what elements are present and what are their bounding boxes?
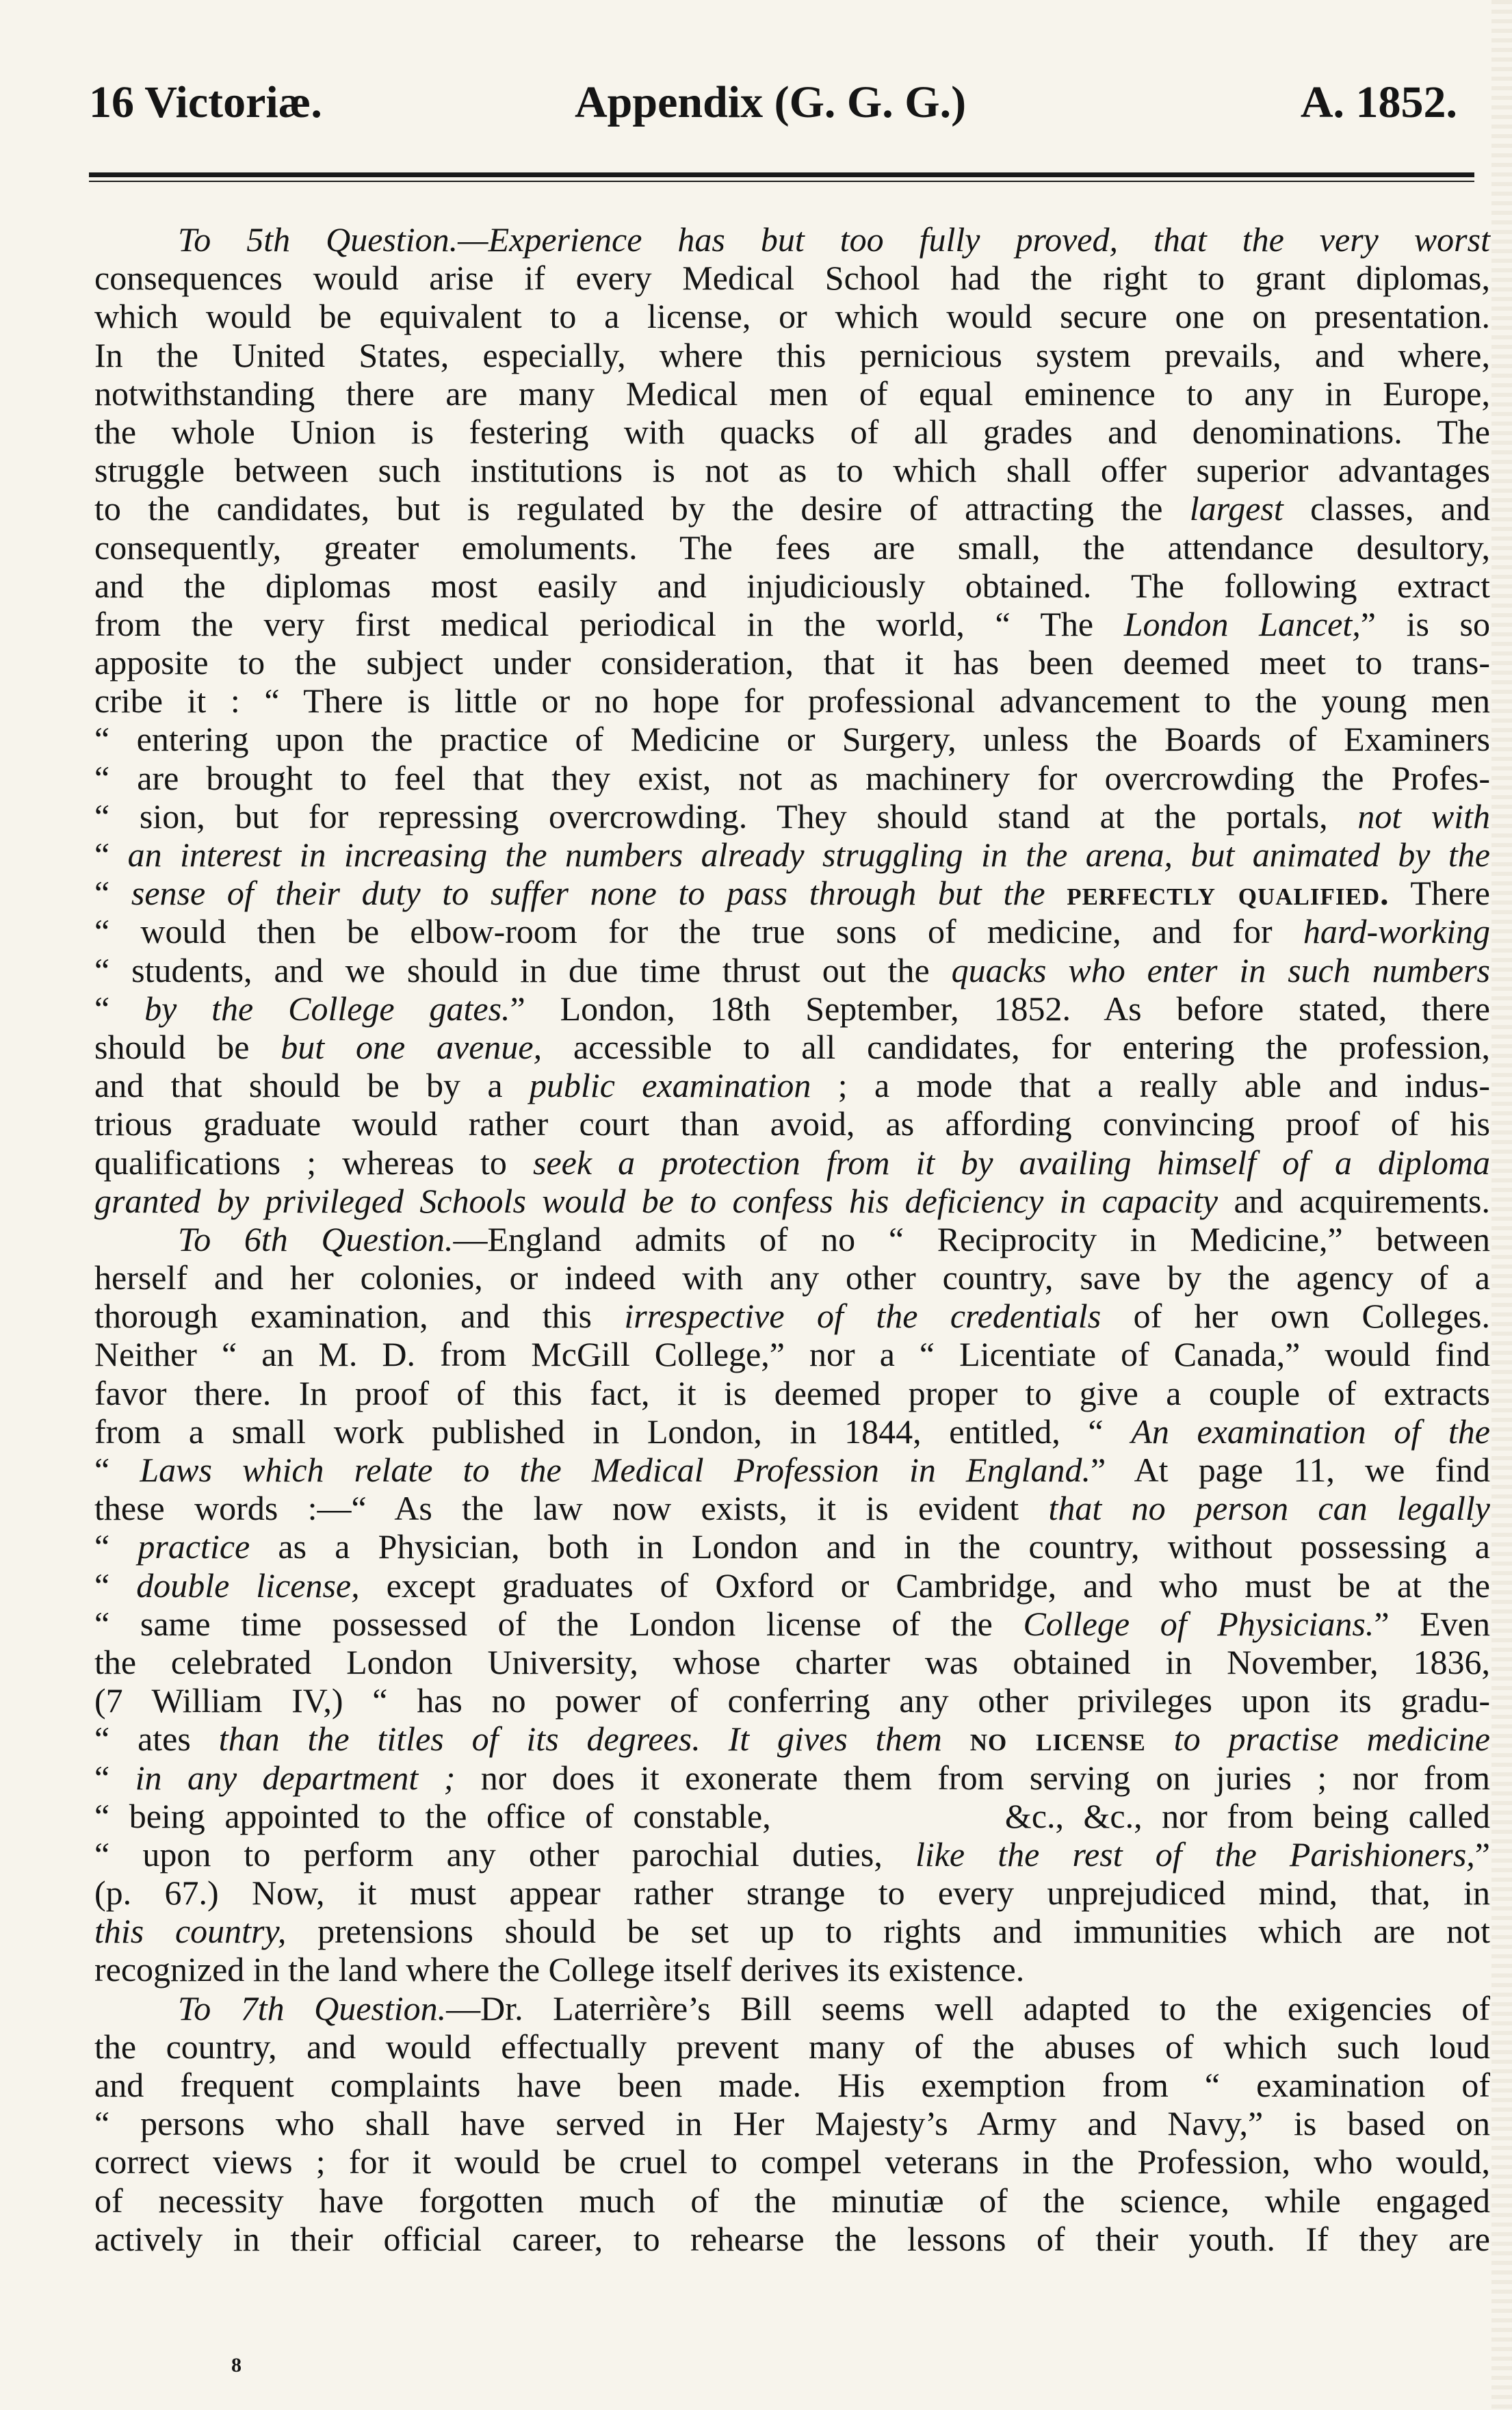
- italic-run: to practise medicine: [1145, 1720, 1491, 1759]
- text-line: [94, 835, 1490, 874]
- text-line: [94, 1835, 1490, 1874]
- body-text: [94, 220, 1490, 2258]
- text-run: to the candidates, but is regulated by the desire of attracting the: [94, 489, 1190, 528]
- text-line: [94, 912, 1490, 950]
- text-line: notwithstanding there are many Medical men of equal eminence to any in Europe,: [94, 374, 1490, 413]
- text-line: [94, 797, 1490, 835]
- text-run: “ ates: [94, 1720, 219, 1759]
- text-run: “: [94, 1566, 137, 1605]
- text-line: [94, 1220, 1490, 1258]
- text-run: these words :—“ As the law now exists, it is evident: [94, 1489, 1049, 1528]
- italic-run: this country,: [94, 1912, 287, 1951]
- text-line: and frequent complaints have been made. His exemption from “ examination of: [94, 2066, 1490, 2104]
- text-line: [94, 1566, 1490, 1605]
- text-line: struggle between such institutions is not as to which shall offer superior advantages: [94, 451, 1490, 490]
- italic-run: granted by privileged Schools would be to confess his deficiency in capacity: [94, 1181, 1218, 1220]
- italic-run: an interest in increasing the numbers already struggling in the arena, but animated by the: [127, 835, 1490, 874]
- text-line: cribe it : “ There is little or no hope for professional advancement to the young men: [94, 682, 1490, 721]
- text-run: ” is so: [1360, 604, 1490, 643]
- text-run: as a Physician, both in London and in the country, without possessing a: [250, 1527, 1490, 1566]
- text-line: the country, and would effectually prevent many of the abuses of which such loud: [94, 2027, 1490, 2066]
- italic-run: To 6th Question.: [178, 1219, 454, 1258]
- italic-run: seek a protection from it by availing himself of a diploma: [532, 1143, 1490, 1182]
- italic-run: College of Physicians.: [1023, 1604, 1374, 1643]
- text-line: trious graduate would rather court than avoid, as affording convincing proof of his: [94, 1104, 1490, 1143]
- text-run: ” London, 18th September, 1852. As before stated, there: [510, 989, 1490, 1028]
- italic-run: practice: [138, 1527, 250, 1566]
- text-run: and acquirements.: [1218, 1181, 1491, 1220]
- text-run: ; a mode that a really able and indus-: [811, 1066, 1491, 1105]
- text-run: “: [94, 989, 145, 1028]
- text-line: [94, 1297, 1490, 1335]
- text-line: [94, 1912, 1490, 1950]
- header-rule-thick: [89, 172, 1474, 177]
- italic-run: hard-working: [1303, 912, 1490, 951]
- italic-run: by the College gates.: [144, 989, 510, 1028]
- text-line: correct views ; for it would be cruel to compel veterans in the Profession, who would,: [94, 2142, 1490, 2181]
- italic-run: not with: [1357, 796, 1490, 835]
- header-year: A. 1852.: [1300, 77, 1457, 127]
- text-run: qualifications ; whereas to: [94, 1143, 533, 1182]
- text-run: “ would then be elbow-room for the true sons of medicine, and for: [94, 912, 1303, 951]
- italic-run: An examination of the: [1131, 1412, 1491, 1451]
- text-line: “ are brought to feel that they exist, not as machinery for overcrowding the Profes-: [94, 758, 1490, 797]
- text-line: “ persons who shall have served in Her Majesty’s Army and Navy,” is based on: [94, 2104, 1490, 2143]
- text-line-content: To 5th Question.—Experience has but too fully proved, that the very worst: [178, 220, 1490, 259]
- small-caps-run: perfectly qualified.: [1067, 874, 1390, 913]
- text-line: [94, 1412, 1490, 1451]
- text-line: [94, 605, 1490, 643]
- text-line: [94, 874, 1490, 912]
- text-line: [94, 1489, 1490, 1527]
- text-run: classes, and: [1283, 489, 1490, 528]
- text-run: except graduates of Oxford or Cambridge, and who must be at the: [359, 1566, 1491, 1605]
- text-run: ”: [1474, 1835, 1490, 1874]
- text-line: [94, 1028, 1490, 1066]
- text-line: In the United States, especially, where this pernicious system prevails, and where,: [94, 335, 1490, 374]
- text-run: thorough examination, and this: [94, 1297, 625, 1336]
- text-line: [94, 1182, 1490, 1220]
- text-line: “ being appointed to the office of constable, &c., &c., nor from being called: [94, 1796, 1490, 1835]
- text-run: —Dr. Laterrière’s Bill seems well adapted to the exigencies of: [446, 1988, 1490, 2027]
- small-caps-run: no license: [969, 1720, 1146, 1759]
- text-run: ” At page 11, we find: [1090, 1451, 1490, 1489]
- text-line: consequences would arise if every Medical School had the right to grant diplomas,: [94, 259, 1490, 298]
- text-line: herself and her colonies, or indeed with any other country, save by the agency of a: [94, 1258, 1490, 1297]
- text-line: [94, 220, 1490, 259]
- text-line: actively in their official career, to rehearse the lessons of their youth. If they are: [94, 2219, 1490, 2258]
- scan-edge: [1491, 0, 1512, 2410]
- text-line: [94, 1720, 1490, 1758]
- italic-run: but one avenue,: [281, 1027, 543, 1066]
- text-run: “: [94, 1758, 135, 1797]
- italic-run: London Lancet,: [1123, 604, 1361, 643]
- text-run: “ students, and we should in due time thrust out the: [94, 950, 952, 989]
- text-run: from a small work published in London, in 1844, entitled, “: [94, 1412, 1132, 1451]
- text-line: [94, 951, 1490, 989]
- text-run: “ sion, but for repressing overcrowding. They should stand at the portals,: [94, 796, 1358, 835]
- italic-run: in any department ;: [135, 1758, 456, 1797]
- italic-run: To 7th Question.: [178, 1988, 447, 2027]
- italic-run: double license,: [136, 1566, 360, 1605]
- text-line: [94, 1451, 1490, 1489]
- italic-run: than the titles of its degrees. It gives them: [218, 1720, 970, 1759]
- text-run: accessible to all candidates, for entering the profession,: [542, 1027, 1490, 1066]
- text-line: apposite to the subject under consideration, that it has been deemed meet to trans-: [94, 643, 1490, 682]
- header-rule-thin: [89, 181, 1474, 182]
- text-line: the whole Union is festering with quacks of all grades and denominations. The: [94, 412, 1490, 451]
- text-line: [94, 489, 1490, 528]
- header-session: 16 Victoriæ.: [89, 77, 322, 127]
- text-line: (7 William IV,) “ has no power of conferring any other privileges upon its gradu-: [94, 1681, 1490, 1720]
- text-line: (p. 67.) Now, it must appear rather strange to every unprejudiced mind, that, in: [94, 1874, 1490, 1913]
- text-line: [94, 1759, 1490, 1797]
- text-run: “: [94, 874, 131, 913]
- italic-run: that no person can legally: [1048, 1489, 1490, 1528]
- text-line: Neither “ an M. D. from McGill College,” nor a “ Licentiate of Canada,” would find: [94, 1335, 1490, 1374]
- text-line: recognized in the land where the College itself derives its existence.: [94, 1950, 1025, 1989]
- text-line: “ entering upon the practice of Medicine or Surgery, unless the Boards of Examiners: [94, 720, 1490, 759]
- italic-run: largest: [1189, 489, 1283, 528]
- text-line: favor there. In proof of this fact, it is deemed proper to give a couple of extracts: [94, 1373, 1490, 1412]
- text-run: “: [94, 1527, 138, 1566]
- text-line: [94, 1989, 1490, 2027]
- text-run: should be: [94, 1027, 281, 1066]
- text-run: “ same time possessed of the London license of the: [94, 1604, 1024, 1643]
- text-line: [94, 1143, 1490, 1182]
- text-run: and that should be by a: [94, 1066, 530, 1105]
- text-line: [94, 989, 1490, 1028]
- italic-run: Laws which relate to the Medical Profession in England.: [140, 1451, 1091, 1489]
- text-line: of necessity have forgotten much of the minutiæ of the science, while engaged: [94, 2181, 1490, 2220]
- header-appendix: Appendix (G. G. G.): [575, 77, 967, 127]
- italic-run: public examination: [529, 1066, 811, 1105]
- text-run: “: [94, 1451, 140, 1489]
- page-folio: 8: [231, 2354, 242, 2376]
- text-line: [94, 1605, 1490, 1643]
- text-line: which would be equivalent to a license, or which would secure one on presentation.: [94, 297, 1490, 336]
- italic-run: like the rest of the Parishioners,: [915, 1835, 1475, 1874]
- text-line: and the diplomas most easily and injudiciously obtained. The following extract: [94, 566, 1490, 605]
- text-line: [94, 1066, 1490, 1104]
- text-run: ” Even: [1374, 1604, 1490, 1643]
- text-line: the celebrated London University, whose charter was obtained in November, 1836,: [94, 1642, 1490, 1681]
- text-run: There: [1389, 874, 1490, 913]
- text-run: pretensions should be set up to rights and immunities which are not: [286, 1912, 1490, 1951]
- text-run: from the very first medical periodical in the world, “ The: [94, 604, 1124, 643]
- text-run: nor does it exonerate them from serving on juries ; nor from: [455, 1758, 1490, 1797]
- italic-run: sense of their duty to suffer none to pass through but the: [131, 874, 1067, 913]
- text-run: of her own Colleges.: [1101, 1297, 1490, 1336]
- italic-run: irrespective of the credentials: [624, 1297, 1102, 1336]
- text-run: “ upon to perform any other parochial duties,: [94, 1835, 915, 1874]
- text-run: “: [94, 835, 128, 874]
- italic-run: quacks who enter in such numbers: [951, 950, 1491, 989]
- text-run: —England admits of no “ Reciprocity in Medicine,” between: [453, 1219, 1490, 1258]
- text-line: [94, 1527, 1490, 1566]
- running-header: [89, 75, 1471, 130]
- text-line: consequently, greater emoluments. The fees are small, the attendance desultory,: [94, 528, 1490, 567]
